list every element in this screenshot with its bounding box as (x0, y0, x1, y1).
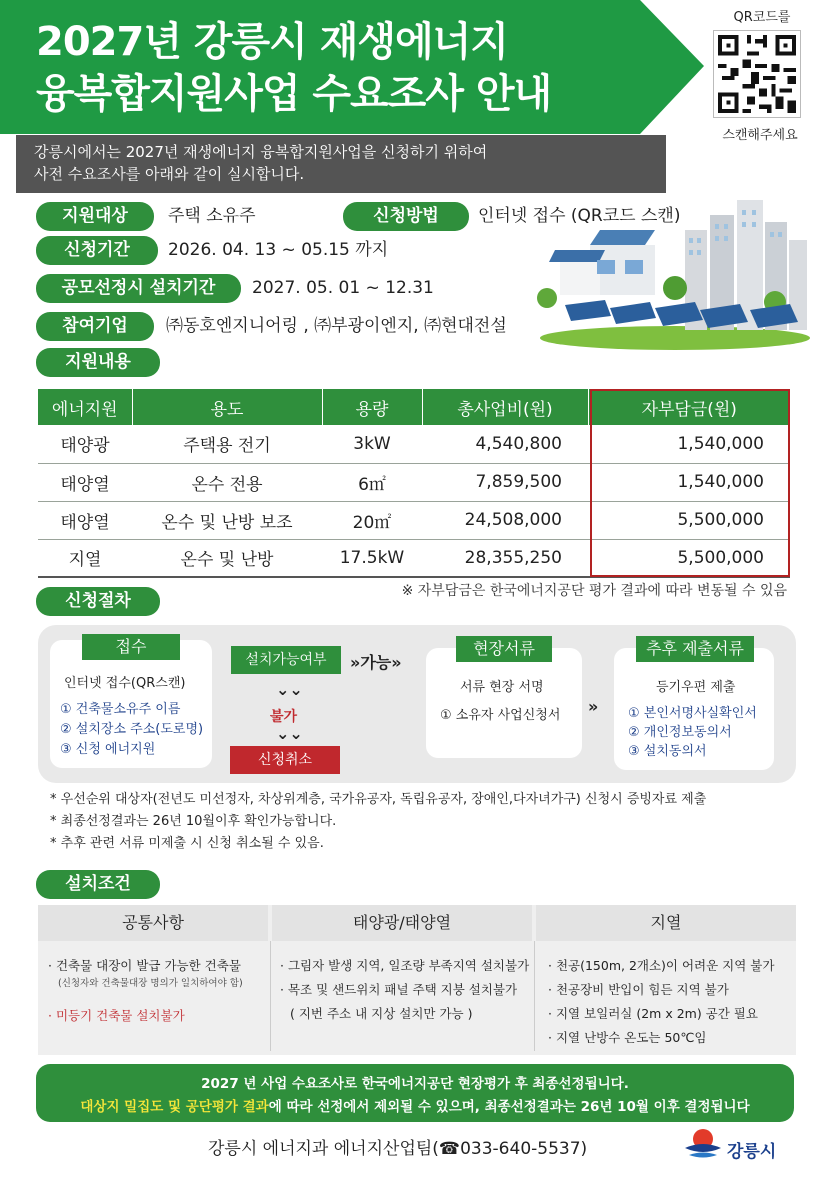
footer-line2-rest: 에 따라 선정에서 제외될 수 있으며, 최종선정결과는 26년 10월 이후 결정됩니다 (268, 1099, 750, 1115)
table-cell: 주택용 전기 (132, 425, 322, 463)
period-value: 2026. 04. 13 ~ 05.15 까지 (168, 240, 389, 260)
target-value: 주택 소유주 (168, 206, 256, 226)
table-cell: 지열 (38, 539, 132, 577)
table-cell: 온수 및 난방 (132, 539, 322, 577)
process-note: * 추후 관련 서류 미제출 시 신청 취소될 수 있음. (50, 836, 324, 851)
cond-head-geo: 지열 (536, 905, 796, 941)
target-label: 지원대상 (36, 202, 154, 231)
cond-geo-line: · 천공(150m, 2개소)이 어려운 지역 불가 (548, 958, 775, 973)
step1-item: ③ 신청 에너지원 (60, 742, 156, 757)
table-cell: 4,540,800 (422, 425, 588, 463)
table-header: 용도 (132, 389, 322, 425)
next-arrow-icon: » (588, 697, 599, 716)
table-cell: 태양광 (38, 425, 132, 463)
table-cell: 1,540,000 (588, 425, 790, 463)
support-table (38, 389, 790, 578)
process-note: * 우선순위 대상자(전년도 미선정자, 차상위계층, 국가유공자, 독립유공자, 장애인,다자녀가구) 신청시 증빙자료 제출 (50, 792, 707, 807)
divider (270, 941, 271, 1051)
method-label: 신청방법 (343, 202, 469, 231)
divider (534, 941, 535, 1051)
table-cell: 28,355,250 (422, 539, 588, 577)
company-value: ㈜동호엔지니어링 , ㈜부광이엔지, ㈜현대전설 (166, 316, 507, 336)
cond-geo-line: · 지열 보일러실 (2m x 2m) 공간 필요 (548, 1006, 758, 1021)
step3-item: ② 개인정보동의서 (628, 725, 732, 740)
table-cell: 태양열 (38, 501, 132, 539)
step3-item: ① 본인서명사실확인서 (628, 706, 757, 721)
footer-notice (36, 1064, 794, 1122)
table-cell: 17.5kW (322, 539, 422, 577)
step1-item: ② 설치장소 주소(도로명) (60, 722, 204, 737)
step-tag-onsite: 현장서류 (456, 636, 552, 662)
cond-solar-line: · 그림자 발생 지역, 일조량 부족지역 설치불가 (280, 958, 530, 973)
company-label: 참여기업 (36, 312, 154, 341)
table-cell: 6㎡ (322, 463, 422, 501)
step2-item: ① 소유자 사업신청서 (440, 708, 561, 723)
cond-solar-line: · 목조 및 샌드위치 패널 주택 지붕 설치불가 (280, 982, 518, 997)
cond-common-warning: · 미등기 건축물 설치불가 (48, 1008, 185, 1023)
qr-scan-label: 스캔해주세요 (722, 128, 798, 143)
process-label: 신청절차 (36, 587, 160, 616)
contact-info: 강릉시 에너지과 에너지산업팀(☎033-640-5537) (208, 1139, 588, 1159)
process-note: * 최종선정결과는 26년 10월이후 확인가능합니다. (50, 814, 337, 829)
cond-common-line: · 건축물 대장이 발급 가능한 건축물 (48, 958, 241, 973)
step3-item: ③ 설치동의서 (628, 744, 707, 759)
table-row (38, 501, 790, 539)
install-period-value: 2027. 05. 01 ~ 12.31 (252, 278, 434, 298)
city-logo-icon (683, 1126, 723, 1162)
method-value: 인터넷 접수 (QR코드 스캔) (478, 206, 681, 226)
table-cell: 20㎡ (322, 501, 422, 539)
table-header: 에너지원 (38, 389, 132, 425)
qr-label: QR코드를 (733, 10, 791, 25)
table-cell: 24,508,000 (422, 501, 588, 539)
step-card-onsite (426, 648, 582, 758)
cond-geo-line: · 천공장비 반입이 힘든 지역 불가 (548, 982, 729, 997)
table-cell: 태양열 (38, 463, 132, 501)
period-label: 신청기간 (36, 236, 158, 265)
down-arrow-icon: ⌄⌄ (276, 724, 303, 743)
footer-line2 (36, 1095, 794, 1115)
down-arrow-icon: ⌄⌄ (276, 680, 303, 699)
cond-common-note: (신청자와 건축물대장 명의가 일치하여야 함) (58, 978, 243, 989)
table-row (38, 425, 790, 463)
step-tag-receipt: 접수 (82, 634, 180, 660)
qr-code-icon (714, 31, 800, 117)
table-cell: 5,500,000 (588, 539, 790, 577)
table-header-row (38, 389, 790, 425)
intro-line2: 사전 수요조사를 아래와 같이 실시합니다. (34, 165, 305, 183)
check-possible-label: 설치가능여부 (231, 646, 341, 674)
table-header: 자부담금(원) (588, 389, 790, 425)
cancel-badge: 신청취소 (230, 746, 340, 774)
cond-geo-line: · 지열 난방수 온도는 50℃임 (548, 1030, 707, 1045)
city-name: 강릉시 (727, 1142, 777, 1162)
table-header: 용량 (322, 389, 422, 425)
table-cell: 5,500,000 (588, 501, 790, 539)
table-cell: 3kW (322, 425, 422, 463)
step1-title: 인터넷 접수(QR스캔) (64, 676, 186, 691)
cond-head-solar: 태양광/태양열 (272, 905, 532, 941)
table-cell: 온수 전용 (132, 463, 322, 501)
header-banner (0, 0, 706, 134)
step3-title: 등기우편 제출 (656, 680, 736, 695)
cond-head-common: 공통사항 (38, 905, 268, 941)
possible-arrow: »가능» (350, 653, 402, 672)
solar-city-illustration (535, 190, 810, 350)
table-cell: 7,859,500 (422, 463, 588, 501)
qr-code[interactable] (713, 30, 801, 118)
install-period-label: 공모선정시 설치기간 (36, 274, 241, 303)
cond-solar-line: ( 지번 주소 내 지상 설치만 가능 ) (290, 1006, 473, 1021)
impossible-label: 불가 (270, 709, 298, 725)
page-title-line2: 융복합지원사업 수요조사 안내 (36, 71, 552, 117)
table-cell: 온수 및 난방 보조 (132, 501, 322, 539)
support-label: 지원내용 (36, 348, 160, 377)
intro-line1: 강릉시에서는 2027년 재생에너지 융복합지원사업을 신청하기 위하여 (34, 143, 488, 161)
intro-text (16, 135, 666, 193)
conditions-label: 설치조건 (36, 870, 160, 899)
step2-title: 서류 현장 서명 (460, 680, 544, 695)
table-row (38, 539, 790, 577)
page-title-line1: 2027년 강릉시 재생에너지 (36, 19, 508, 65)
footer-line1: 2027 년 사업 수요조사로 한국에너지공단 현장평가 후 최종선정됩니다. (201, 1076, 629, 1092)
step-tag-later: 추후 제출서류 (636, 636, 754, 662)
table-note: ※ 자부담금은 한국에너지공단 평가 결과에 따라 변동될 수 있음 (401, 583, 787, 599)
step1-item: ① 건축물소유주 이름 (60, 702, 181, 717)
footer-highlight: 대상지 밀집도 및 공단평가 결과 (80, 1099, 269, 1115)
table-row (38, 463, 790, 501)
table-cell: 1,540,000 (588, 463, 790, 501)
table-header: 총사업비(원) (422, 389, 588, 425)
